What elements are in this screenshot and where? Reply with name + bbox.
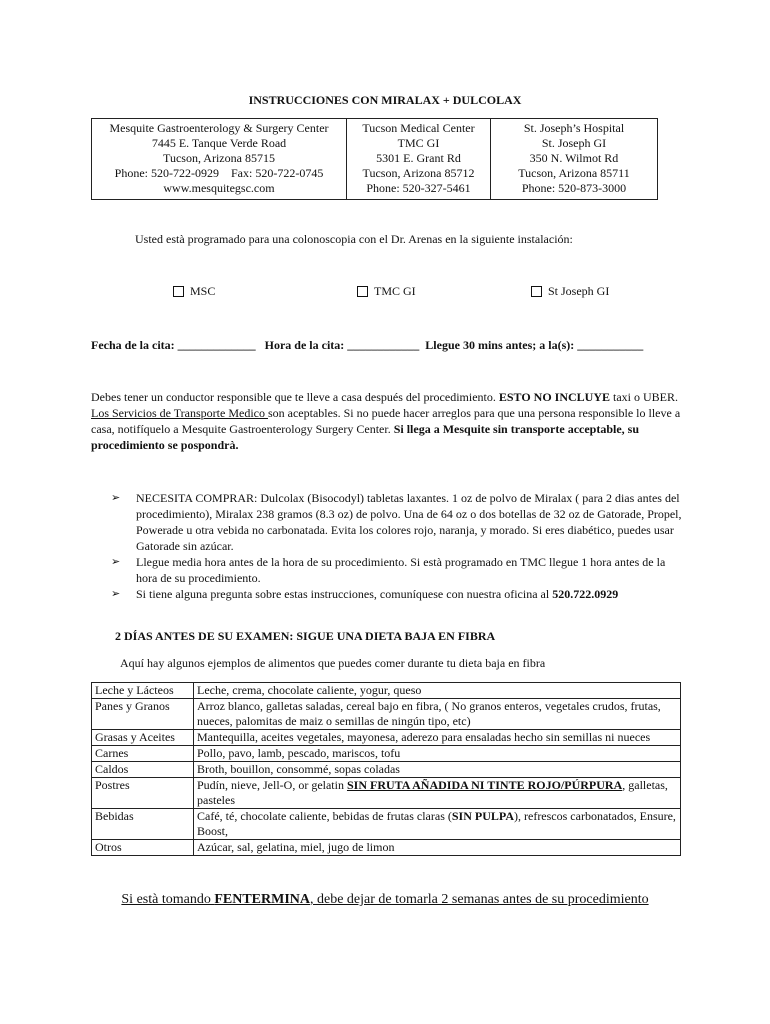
checkbox-tmc-gi[interactable] — [357, 284, 416, 299]
food-items — [194, 683, 681, 699]
note-bold: FENTERMINA — [214, 892, 310, 907]
table-row — [92, 840, 681, 856]
food-items — [194, 778, 681, 809]
facility-tmc — [347, 119, 491, 200]
table-row — [92, 746, 681, 762]
food-items-text: Pollo, pavo, lamb, pescado, mariscos, tofu — [197, 746, 401, 760]
food-items-text: Azúcar, sal, gelatina, miel, jugo de limon — [197, 840, 395, 854]
checkbox-st-joseph-gi[interactable] — [531, 284, 609, 299]
para-text: Debes tener un conductor responsible que te lleve a casa después del procedimiento. — [91, 390, 499, 404]
diet-heading: 2 DÍAS ANTES DE SU EXAMEN: SIGUE UNA DIETA BAJA EN FIBRA — [115, 629, 496, 643]
food-items-text: Broth, bouillon, consommé, sopas coladas — [197, 762, 400, 776]
food-items — [194, 699, 681, 730]
para-text: taxi o UBER. — [610, 390, 678, 404]
food-items — [194, 746, 681, 762]
food-items — [194, 809, 681, 840]
food-items-text: , galletas, pasteles — [197, 778, 668, 807]
diet-subheading: Aquí hay algunos ejemplos de alimentos que puedes comer durante tu dieta baja en fibra — [120, 656, 546, 670]
facility-line: Phone: 520-327-5461 — [366, 181, 471, 195]
fentermina-note — [0, 892, 770, 908]
arrow-bullet-icon: ➢ — [111, 556, 121, 568]
table-row — [92, 699, 681, 730]
facility-line: 7445 E. Tanque Verde Road — [151, 136, 287, 150]
checkbox-label: MSC — [190, 284, 216, 298]
facility-line: Phone: 520-873-3000 — [521, 181, 627, 195]
facilities-table — [91, 118, 658, 200]
food-category: Bebidas — [92, 809, 194, 840]
food-category: Panes y Granos — [92, 699, 194, 730]
checkbox-label: St Joseph GI — [548, 284, 610, 298]
food-items-text: ), refrescos carbonatados, Ensure, Boost, — [197, 809, 676, 838]
food-items — [194, 730, 681, 746]
para-text: son aceptables. Si no puede hacer arreglos para que una persona responsible lo lleve a casa, notifíquelo a Mesquite Gastroenterology Surgery Center. — [91, 406, 681, 436]
facility-line: Mesquite Gastroenterology & Surgery Center — [109, 121, 329, 135]
instructions-list — [91, 490, 683, 602]
facility-st-joseph — [491, 119, 658, 200]
list-item-text: Si tiene alguna pregunta sobre estas instrucciones, comuníquese con nuestra oficina al — [136, 587, 553, 601]
food-items-text: Mantequilla, aceites vegetales, mayonesa, aderezo para ensaladas hecho sin semillas ni nueces — [197, 730, 651, 744]
food-items-bold: SIN PULPA — [451, 809, 514, 823]
facility-line: Tucson, Arizona 85712 — [362, 166, 475, 180]
facility-line: TMC GI — [397, 136, 440, 150]
food-items — [194, 762, 681, 778]
food-items-text: Pudín, nieve, Jell-O, or gelatin — [197, 778, 347, 792]
facility-mesquite — [92, 119, 347, 200]
checkbox-icon[interactable] — [357, 286, 368, 297]
checkbox-msc[interactable] — [173, 284, 215, 299]
food-category: Caldos — [92, 762, 194, 778]
intro-text: Usted està programado para una colonoscopia con el Dr. Arenas en la siguiente instalación: — [135, 232, 573, 246]
list-item-text: Llegue media hora antes de la hora de su procedimiento. Si està programado en TMC llegue 1 hora antes de la hora de su procedimiento. — [136, 555, 666, 585]
checkbox-label: TMC GI — [374, 284, 416, 298]
arrow-bullet-icon: ➢ — [111, 588, 121, 600]
food-items-text: Arroz blanco, galletas saladas, cereal bajo en fibra, ( No granos enteros, vegetales crudos, frutas, nueces, palomitas de maiz o semillas de ningún tipo, etc) — [197, 699, 661, 728]
facility-line: Tucson, Arizona 85715 — [163, 151, 275, 165]
table-row — [92, 809, 681, 840]
phone-number: 520.722.0929 — [552, 587, 619, 601]
food-category: Grasas y Aceites — [92, 730, 194, 746]
food-items-bold: SIN FRUTA AÑADIDA NI TINTE ROJO/PÚRPURA — [346, 778, 623, 792]
checkbox-icon[interactable] — [531, 286, 542, 297]
list-item — [91, 586, 683, 602]
food-items-text: Leche, crema, chocolate caliente, yogur, queso — [197, 683, 422, 697]
arrow-bullet-icon: ➢ — [111, 492, 121, 504]
facility-line: St. Joseph GI — [541, 136, 607, 150]
foods-table — [91, 682, 681, 856]
para-underline: Los Servicios de Transporte Medico — [91, 406, 268, 420]
checkbox-icon[interactable] — [173, 286, 184, 297]
food-category: Postres — [92, 778, 194, 809]
food-category: Leche y Lácteos — [92, 683, 194, 699]
facility-line: Phone: 520-722-0929 Fax: 520-722-0745 — [114, 166, 324, 180]
list-item — [91, 554, 683, 586]
facility-website: www.mesquitegsc.com — [163, 181, 275, 195]
food-category: Carnes — [92, 746, 194, 762]
page-title: INSTRUCCIONES CON MIRALAX + DULCOLAX — [248, 93, 522, 107]
facility-line: 350 N. Wilmot Rd — [529, 151, 619, 165]
food-items — [194, 840, 681, 856]
food-items-text: Café, té, chocolate caliente, bebidas de frutas claras ( — [197, 809, 452, 823]
list-item — [91, 490, 683, 554]
para-bold: Si llega a Mesquite sin transporte acceptable, su procedimiento se pospondrà. — [91, 422, 640, 452]
facility-line: Tucson Medical Center — [362, 121, 475, 135]
facility-line: St. Joseph’s Hospital — [523, 121, 625, 135]
note-text: , debe dejar de tomarla 2 semanas antes de su procedimiento — [310, 892, 649, 907]
table-row — [92, 778, 681, 809]
note-text: Si està tomando — [121, 892, 215, 907]
table-row — [92, 762, 681, 778]
food-category: Otros — [92, 840, 194, 856]
table-row — [92, 683, 681, 699]
facility-line: Tucson, Arizona 85711 — [518, 166, 630, 180]
appointment-line[interactable]: Fecha de la cita: _____________ Hora de la cita: ____________ Llegue 30 mins antes; a la(s): ___________ — [91, 338, 644, 352]
list-item-text: NECESITA COMPRAR: Dulcolax (Bisocodyl) tabletas laxantes. 1 oz de polvo de Miralax ( para 2 dias antes del procedimiento), Miralax 238 gramos (8.3 oz) de polvo. Una de 64 oz o dos botellas de 32 oz de Gatorade, Propel, Powerade u otra vebida no carbonatada. Evita los colores rojo, naranja, y morado. Si eres diabético, puedes usar Gatorade sin azúcar. — [136, 491, 682, 553]
facility-line: 5301 E. Grant Rd — [376, 151, 461, 165]
transport-paragraph — [91, 389, 681, 453]
table-row — [92, 730, 681, 746]
para-bold: ESTO NO INCLUYE — [498, 390, 610, 404]
